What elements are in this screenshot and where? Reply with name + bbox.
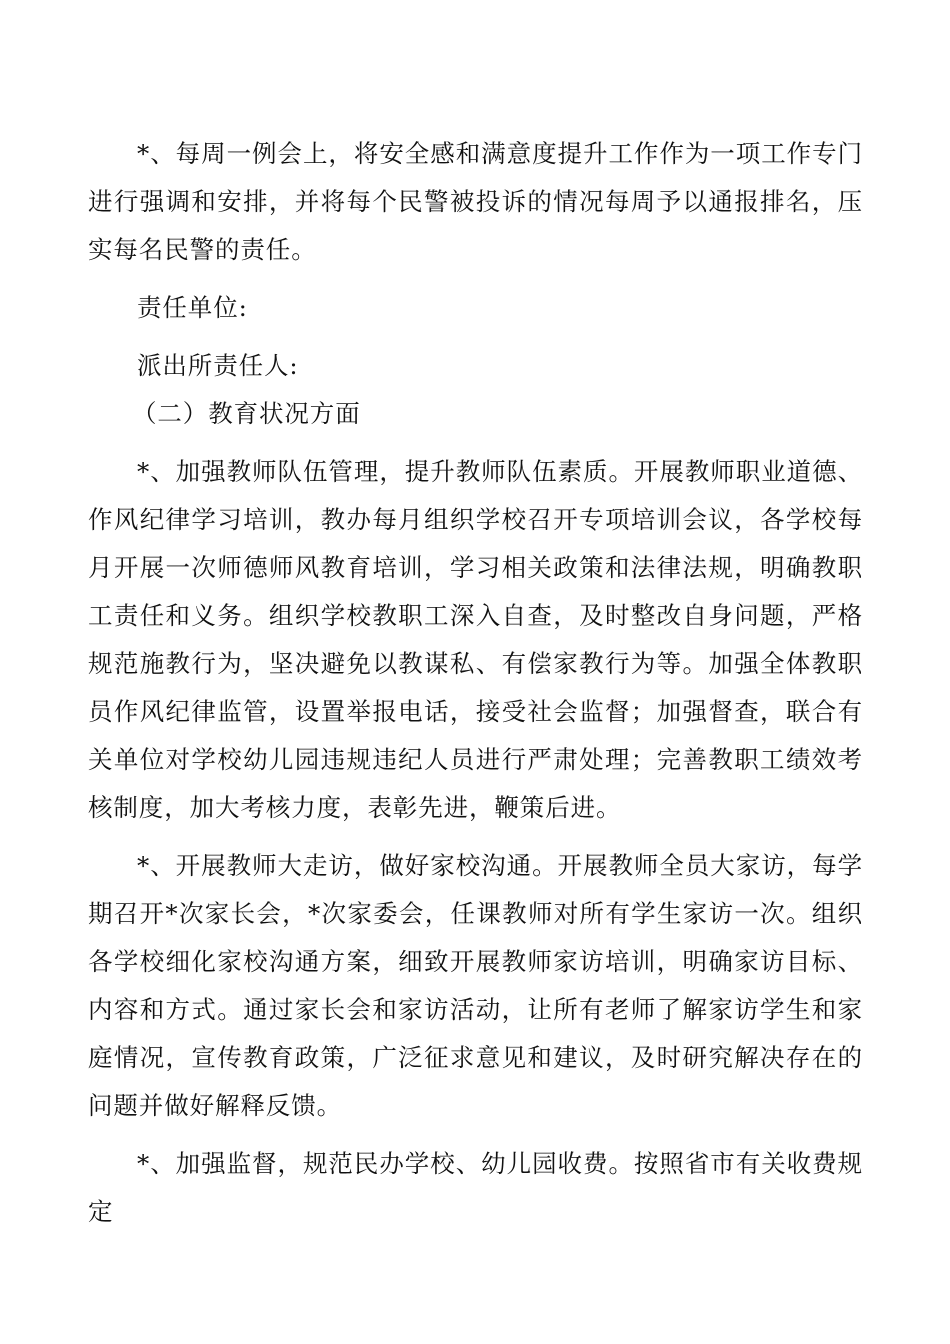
section-heading-education: （二）教育状况方面 xyxy=(132,399,361,428)
document-body xyxy=(88,130,863,1236)
paragraph-station-responsible-person: 派出所责任人: xyxy=(137,351,299,380)
paragraph-teacher-visits: *、开展教师大走访，做好家校沟通。开展教师全员大家访，每学期召开*次家长会，*次家委会，任课教师对所有学生家访一次。组织各学校细化家校沟通方案，细致开展教师家访培训，明确家访目标、内容和方式。通过家长会和家访活动，让所有老师了解家访学生和家庭情况，宣传教育政策，广泛征求意见和建议，及时研究解决存在的问题并做好解释反馈。 xyxy=(88,851,863,1120)
paragraph-responsible-unit: 责任单位: xyxy=(137,293,248,322)
paragraph-weekly-meeting: *、每周一例会上，将安全感和满意度提升工作作为一项工作专门进行强调和安排，并将每个民警被投诉的情况每周予以通报排名，压实每名民警的责任。 xyxy=(88,139,863,264)
paragraph-fee-supervision: *、加强监督，规范民办学校、幼儿园收费。按照省市有关收费规定 xyxy=(88,1149,863,1226)
paragraph-teacher-management: *、加强教师队伍管理，提升教师队伍素质。开展教师职业道德、作风纪律学习培训，教办每月组织学校召开专项培训会议，各学校每月开展一次师德师风教育培训，学习相关政策和法律法规，明确教职工责任和义务。组织学校教职工深入自查，及时整改自身问题，严格规范施教行为，坚决避免以教谋私、有偿家教行为等。加强全体教职员作风纪律监管，设置举报电话，接受社会监督；加强督查，联合有关单位对学校幼儿园违规违纪人员进行严肃处理；完善教职工绩效考核制度，加大考核力度，表彰先进，鞭策后进。 xyxy=(88,457,863,822)
